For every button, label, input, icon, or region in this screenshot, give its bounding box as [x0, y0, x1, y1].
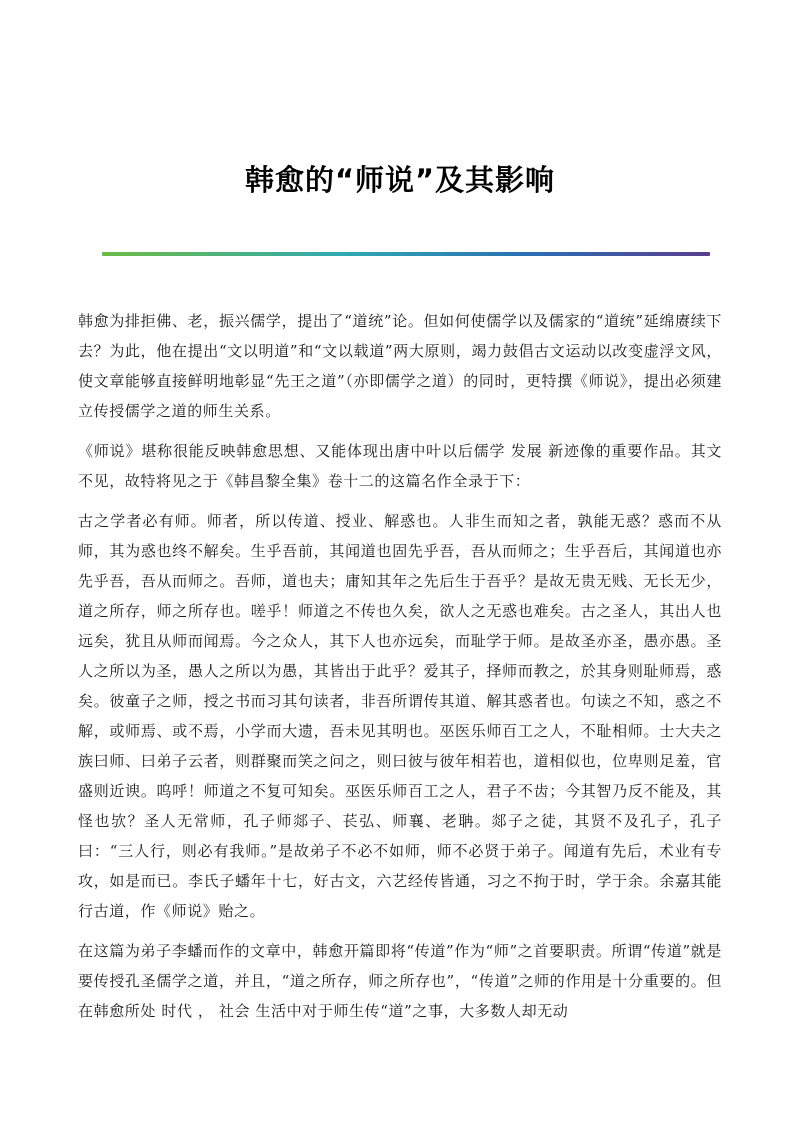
paragraph-shishuo-note: 《师说》堪称很能反映韩愈思想、又能体现出唐中叶以后儒学 发展 新迹像的重要作品。其文不见，故特将见之于《韩昌黎全集》卷十二的这篇名作全录于下： [78, 442, 722, 490]
title-divider [102, 252, 710, 256]
document-title: 韩愈的“师说”及其影响 [244, 163, 556, 197]
paragraph-shishuo-text: 古之学者必有师。师者，所以传道、授业、解惑也。人非生而知之者，孰能无惑？惑而不从师，其为惑也终不解矣。生乎吾前，其闻道也固先乎吾，吾从而师之；生乎吾后，其闻道也亦先乎吾，吾从而师之。吾师，道也夫；庸知其年之先后生于吾乎？是故无贵无贱、无长无少，道之所存，师之所存也。嗟乎！师道之不传也久矣，欲人之无惑也难矣。古之圣人，其出人也远矣，犹且从师而闻焉。今之众人，其下人也亦远矣，而耻学于师。是故圣亦圣，愚亦愚。圣人之所以为圣，愚人之所以为愚，其皆出于此乎？爱其子，择师而教之，於其身则耻师焉，惑矣。彼童子之师，授之书而习其句读者，非吾所谓传其道、解其惑者也。句读之不知，惑之不解，或师焉、或不焉，小学而大遗，吾未见其明也。巫医乐师百工之人，不耻相师。士大夫之族曰师、曰弟子云者，则群聚而笑之问之，则曰彼与彼年相若也，道相似也，位卑则足羞，官盛则近谀。呜呼！师道之不复可知矣。巫医乐师百工之人，君子不齿；今其智乃反不能及，其怪也欤？圣人无常师，孔子师郯子、苌弘、师襄、老聃。郯子之徒，其贤不及孔子，孔子曰：“三人行，则必有我师。”是故弟子不必不如师，师不必贤于弟子。闻道有先后，术业有专攻，如是而已。李氏子蟠年十七，好古文，六艺经传皆通，习之不拘于时，学于余。余嘉其能行古道，作《师说》贻之。 [78, 512, 722, 920]
paragraph-analysis: 在这篇为弟子李蟠而作的文章中，韩愈开篇即将“传道”作为“师”之首要职责。所谓“传道”就是要传授孔圣儒学之道，并且，“道之所存，师之所存也”，“传道”之师的作用是十分重要的。但在韩愈所处 时代 ， 社会 生活中对于师生传“道”之事，大多数人却无动 [78, 942, 722, 1020]
paragraph-intro: 韩愈为排拒佛、老，振兴儒学，提出了“道统”论。但如何使儒学以及儒家的“道统”延绵赓续下去？为此，他在提出“文以明道”和“文以载道”两大原则，竭力鼓倡古文运动以改变虚浮文风，使文章能够直接鲜明地彰显“先王之道”（亦即儒学之道）的同时，更特撰《师说》，提出必须建立传授儒学之道的师生关系。 [78, 312, 722, 420]
document-body [78, 306, 722, 1036]
